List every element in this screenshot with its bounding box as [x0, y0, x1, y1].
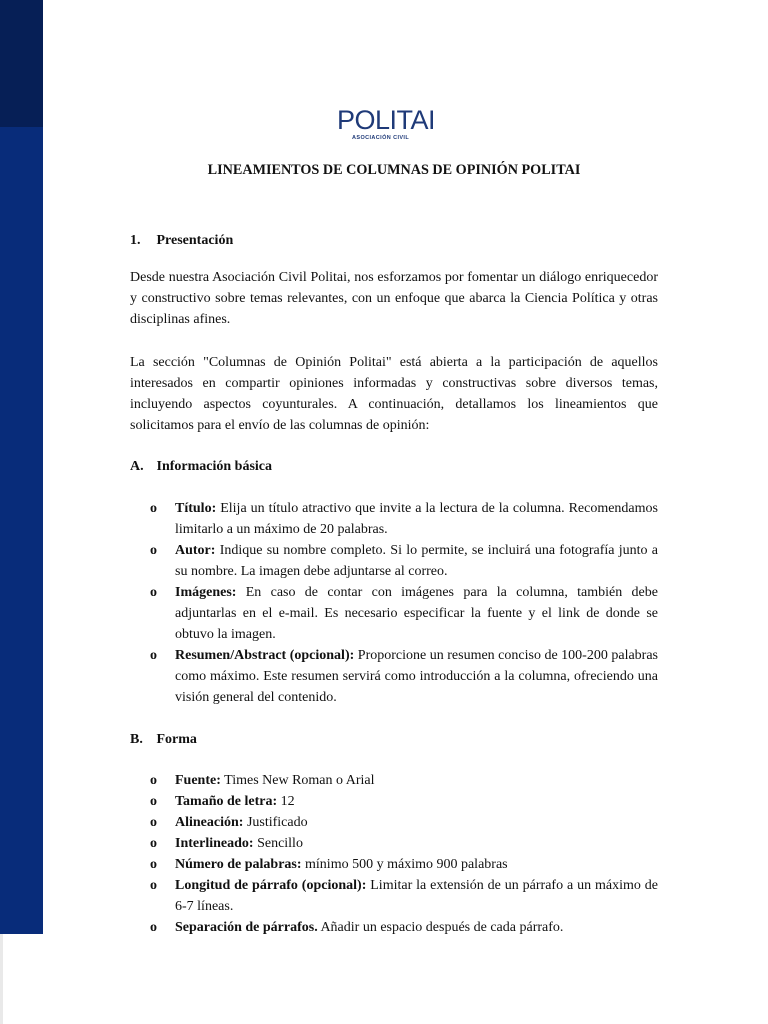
- item-term: Interlineado:: [175, 836, 254, 851]
- logo-wordmark: POLITAI: [336, 105, 436, 135]
- item-term: Separación de párrafos.: [175, 920, 318, 935]
- list-item-alineacion: [150, 812, 658, 833]
- item-term: Imágenes:: [175, 585, 237, 600]
- list-item-titulo: [150, 498, 658, 540]
- section-heading-forma: [130, 730, 197, 750]
- section-heading-informacion-basica: [130, 457, 272, 477]
- bullet-icon: o: [150, 773, 157, 788]
- paragraph-intro: Desde nuestra Asociación Civil Politai, nos esforzamos por fomentar un diálogo enriquecedor y constructivo sobre temas relevantes, con un enfoque que abarca la Ciencia Política y otras disciplinas afines.: [130, 270, 658, 327]
- item-term: Longitud de párrafo (opcional):: [175, 878, 367, 893]
- item-text: Sencillo: [253, 836, 303, 851]
- section-heading-text: Información básica: [156, 459, 272, 474]
- document-title: LINEAMIENTOS DE COLUMNAS DE OPINIÓN POLITAI: [207, 162, 581, 178]
- bullet-icon: o: [150, 836, 157, 851]
- bullet-icon: o: [150, 815, 157, 830]
- item-term: Alineación:: [175, 815, 244, 830]
- bullet-icon: o: [150, 543, 157, 558]
- section-letter: B.: [130, 732, 143, 747]
- item-text: 12: [277, 794, 295, 809]
- section-heading-text: Forma: [156, 732, 197, 747]
- item-text: Proporcione un resumen conciso de 100-200 palabras como máximo. Este resumen servirá como introducción a la columna, ofreciendo una visión general del contenido.: [175, 648, 659, 705]
- list-item-autor: [150, 540, 658, 582]
- item-text: Justificado: [243, 815, 308, 830]
- section-number: 1.: [130, 233, 141, 248]
- bullet-icon: o: [150, 794, 157, 809]
- bullet-icon: o: [150, 501, 157, 516]
- item-text: Elija un título atractivo que invite a la lectura de la columna. Recomendamos limitarlo a un máximo de 20 palabras.: [175, 501, 658, 537]
- section-heading-text: Presentación: [156, 233, 234, 248]
- logo-subtitle: ASOCIACIÓN CIVIL: [352, 135, 410, 141]
- bullet-icon: o: [150, 585, 157, 600]
- paragraph-seccion: La sección "Columnas de Opinión Politai" está abierta a la participación de aquellos interesados en compartir opiniones informadas y constructivas sobre diversos temas, incluyendo aspectos coyunturales. A continuación, detallamos los lineamientos que solicitamos para el envío de las columnas de opinión:: [130, 355, 658, 433]
- item-term: Título:: [175, 501, 217, 516]
- item-text: Limitar la extensión de un párrafo a un máximo de 6-7 líneas.: [175, 878, 658, 914]
- item-text: Indique su nombre completo. Si lo permite, se incluirá una fotografía junto a su nombre. La imagen debe adjuntarse al correo.: [175, 543, 658, 579]
- side-color-band: [0, 0, 43, 934]
- list-item-separacion-parrafos: [150, 917, 658, 938]
- list-item-resumen: [150, 645, 658, 708]
- item-text: En caso de contar con imágenes para la columna, también debe adjuntarlas en el e-mail. Es necesario especificar la fuente y el link de donde se obtuvo la imagen.: [175, 585, 658, 642]
- item-text: mínimo 500 y máximo 900 palabras: [301, 857, 508, 872]
- bullet-icon: o: [150, 920, 157, 935]
- list-item-interlineado: [150, 833, 658, 854]
- item-term: Tamaño de letra:: [175, 794, 278, 809]
- item-text: Times New Roman o Arial: [220, 773, 375, 788]
- list-item-imagenes: [150, 582, 658, 645]
- item-term: Autor:: [175, 543, 216, 558]
- list-item-fuente: [150, 770, 658, 791]
- list-item-longitud-parrafo: [150, 875, 658, 917]
- item-term: Número de palabras:: [175, 857, 302, 872]
- bullet-icon: o: [150, 857, 157, 872]
- politai-logo: [334, 106, 438, 142]
- section-letter: A.: [130, 459, 144, 474]
- list-item-numero-palabras: [150, 854, 658, 875]
- bullet-icon: o: [150, 878, 157, 893]
- list-informacion-basica: [150, 498, 658, 708]
- section-heading-presentacion: [130, 231, 233, 251]
- item-term: Resumen/Abstract (opcional):: [175, 648, 355, 663]
- item-term: Fuente:: [175, 773, 221, 788]
- list-forma: [150, 770, 658, 938]
- side-color-band-top: [0, 0, 43, 127]
- bullet-icon: o: [150, 648, 157, 663]
- item-text: Añadir un espacio después de cada párrafo.: [317, 920, 564, 935]
- list-item-tamano: [150, 791, 658, 812]
